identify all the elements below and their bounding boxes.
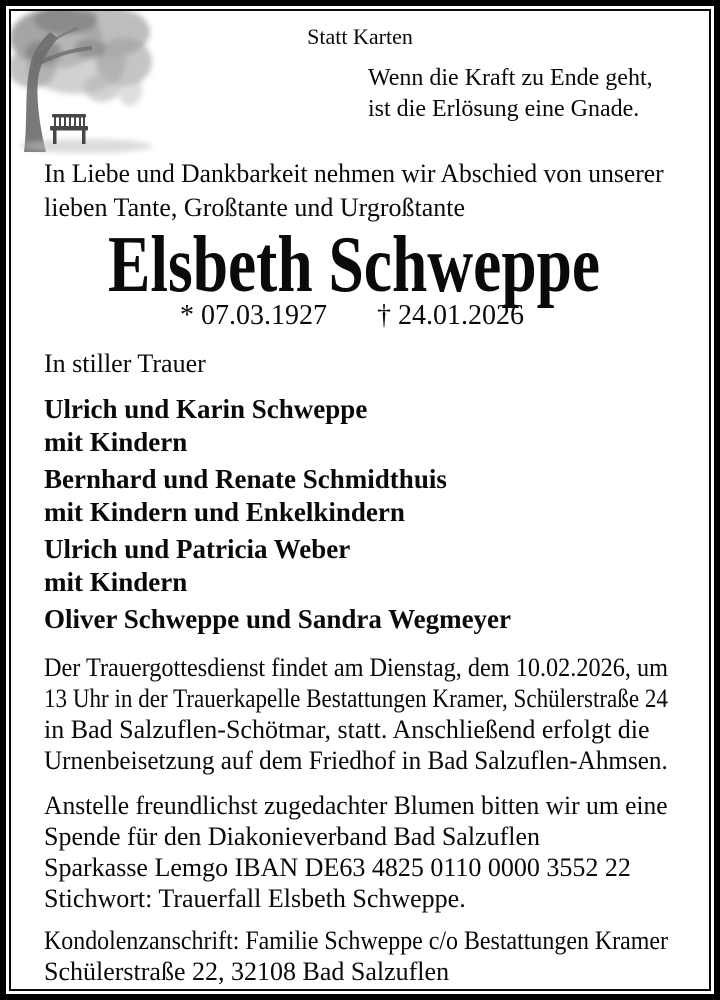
service-line: 13 Uhr in der Trauerkapelle Bestattungen Kramer, Schülerstraße 24	[44, 684, 668, 713]
mourner-line: mit Kindern und Enkelkindern	[44, 497, 405, 527]
ground-shadow	[20, 139, 152, 153]
donation-line: Spende für den Diakonieverband Bad Salzuflen	[44, 822, 541, 851]
birth-date: * 07.03.1927	[180, 300, 327, 331]
mourner-line: Ulrich und Patricia Weber	[44, 534, 351, 564]
donation-line: Stichwort: Trauerfall Elsbeth Schweppe.	[44, 884, 466, 913]
service-info	[44, 652, 689, 776]
condolence-line: Schülerstraße 22, 32108 Bad Salzuflen	[44, 957, 450, 986]
intro-line: In Liebe und Dankbarkeit nehmen wir Abschied von unserer	[44, 159, 664, 188]
death-date: † 24.01.2026	[377, 300, 524, 331]
condolence-line: Kondolenzanschrift: Familie Schweppe c/o Bestattungen Kramer	[44, 926, 668, 955]
tree-bench-illustration	[9, 9, 260, 156]
service-line: in Bad Salzuflen-Schötmar, statt. Anschließend erfolgt die	[44, 715, 650, 744]
obituary-inner-frame	[9, 9, 711, 991]
mourner-line: Ulrich und Karin Schweppe	[44, 394, 368, 424]
mourner-line: Oliver Schweppe und Sandra Wegmeyer	[44, 604, 512, 634]
header-section	[11, 11, 709, 157]
intro-line: lieben Tante, Großtante und Urgroßtante	[44, 193, 466, 222]
mourning-intro: In stiller Trauer	[44, 349, 206, 378]
quote-line: ist die Erlösung eine Gnade.	[368, 96, 640, 122]
service-line: Der Trauergottesdienst findet am Dienstag, dem 10.02.2026, um	[44, 653, 668, 682]
service-line: Urnenbeisetzung auf dem Friedhof in Bad Salzuflen-Ahmsen.	[44, 746, 668, 775]
donation-line: Sparkasse Lemgo IBAN DE63 4825 0110 0000 3552 22	[44, 853, 631, 882]
mourners-list	[44, 393, 689, 636]
intro-text	[44, 157, 689, 225]
condolence-address	[44, 925, 689, 987]
obituary-content	[11, 157, 709, 987]
donation-info	[44, 790, 689, 914]
statt-karten-label: Statt Karten	[307, 24, 413, 49]
quote-line: Wenn die Kraft zu Ende geht,	[368, 65, 653, 91]
deceased-name-row	[44, 221, 689, 309]
quote-block	[368, 63, 653, 125]
mourner-line: Bernhard und Renate Schmidthuis	[44, 464, 447, 494]
deceased-name: Elsbeth Schweppe	[108, 221, 601, 309]
donation-line: Anstelle freundlichst zugedachter Blumen bitten wir um eine	[44, 791, 668, 820]
mourner-line: mit Kindern	[44, 427, 188, 457]
mourner-line: mit Kindern	[44, 567, 188, 597]
